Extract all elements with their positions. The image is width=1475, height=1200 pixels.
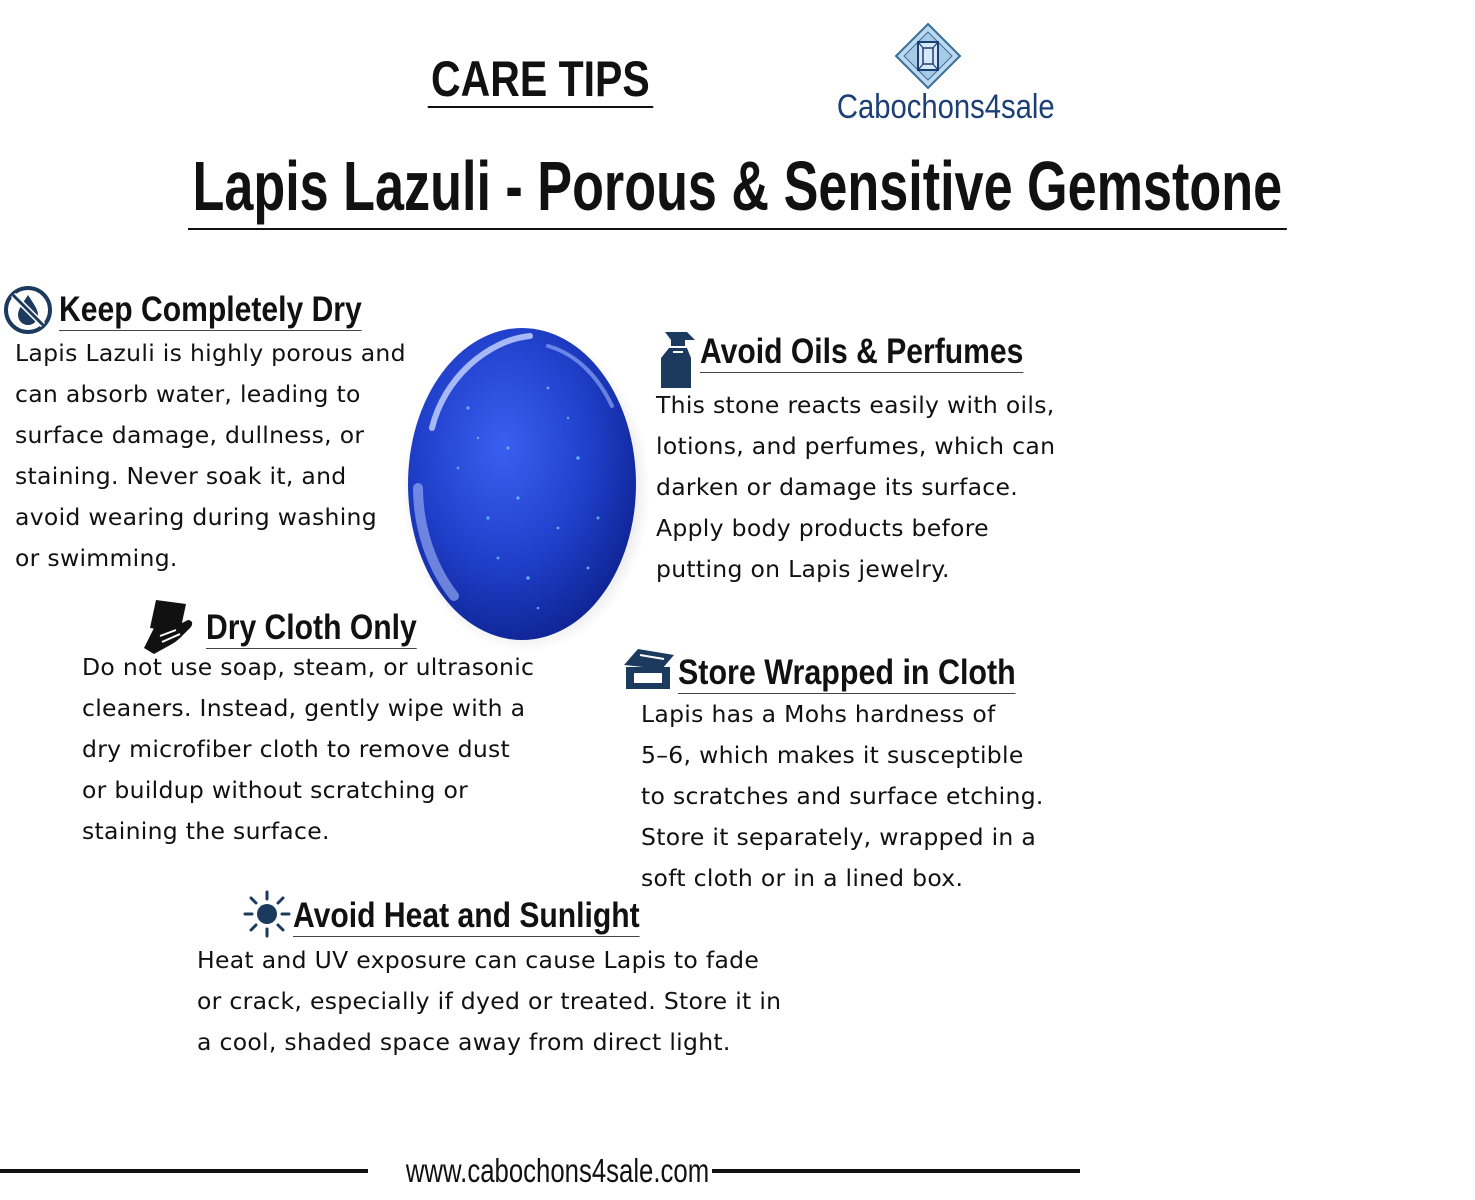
footer-divider-left xyxy=(0,1169,368,1173)
lapis-lazuli-gem-image xyxy=(398,318,650,654)
keep-dry-text: Lapis Lazuli is highly porous and can absorb water, leading to surface damage, dullness, or staining. Never soak it, and avoid wearing during washing or swimming. xyxy=(15,339,406,572)
dry-cloth-text: Do not use soap, steam, or ultrasonic cleaners. Instead, gently wipe with a dry microfiber cloth to remove dust or buildup without scratching or staining the surface. xyxy=(82,653,535,845)
footer-divider-right xyxy=(712,1169,1080,1173)
sun-icon xyxy=(243,890,291,938)
page-title xyxy=(0,146,1283,230)
gem-diamond-icon xyxy=(894,22,962,90)
brand-logo[interactable] xyxy=(822,18,1055,128)
avoid-oils-heading: Avoid Oils & Perfumes xyxy=(700,332,1024,371)
store-wrapped-heading: Store Wrapped in Cloth xyxy=(678,653,1016,692)
no-water-drop-icon xyxy=(3,285,53,335)
avoid-heat-heading: Avoid Heat and Sunlight xyxy=(293,896,640,935)
avoid-oils-text: This stone reacts easily with oils, lotions, and perfumes, which can darken or damage its surface. Apply body products before putting on Lapis jewelry. xyxy=(656,391,1056,583)
store-wrapped-text: Lapis has a Mohs hardness of 5–6, which makes it susceptible to scratches and surface etching. Store it separately, wrapped in a soft cloth or in a lined box. xyxy=(641,700,1044,892)
keep-dry-heading: Keep Completely Dry xyxy=(59,290,362,329)
dry-cloth-heading: Dry Cloth Only xyxy=(206,608,417,647)
avoid-heat-text: Heat and UV exposure can cause Lapis to fade or crack, especially if dyed or treated. Store it in a cool, shaded space away from direct light. xyxy=(197,946,782,1056)
care-tips-label: CARE TIPS xyxy=(427,52,652,108)
jewelry-box-icon xyxy=(620,645,676,695)
footer-website-link[interactable]: www.cabochons4sale.com xyxy=(405,1152,710,1189)
page-title-text: Lapis Lazuli - Porous & Sensitive Gemstone xyxy=(188,146,1287,230)
logo-text: Cabochons4sale xyxy=(836,88,1055,126)
spray-bottle-icon xyxy=(655,328,699,392)
